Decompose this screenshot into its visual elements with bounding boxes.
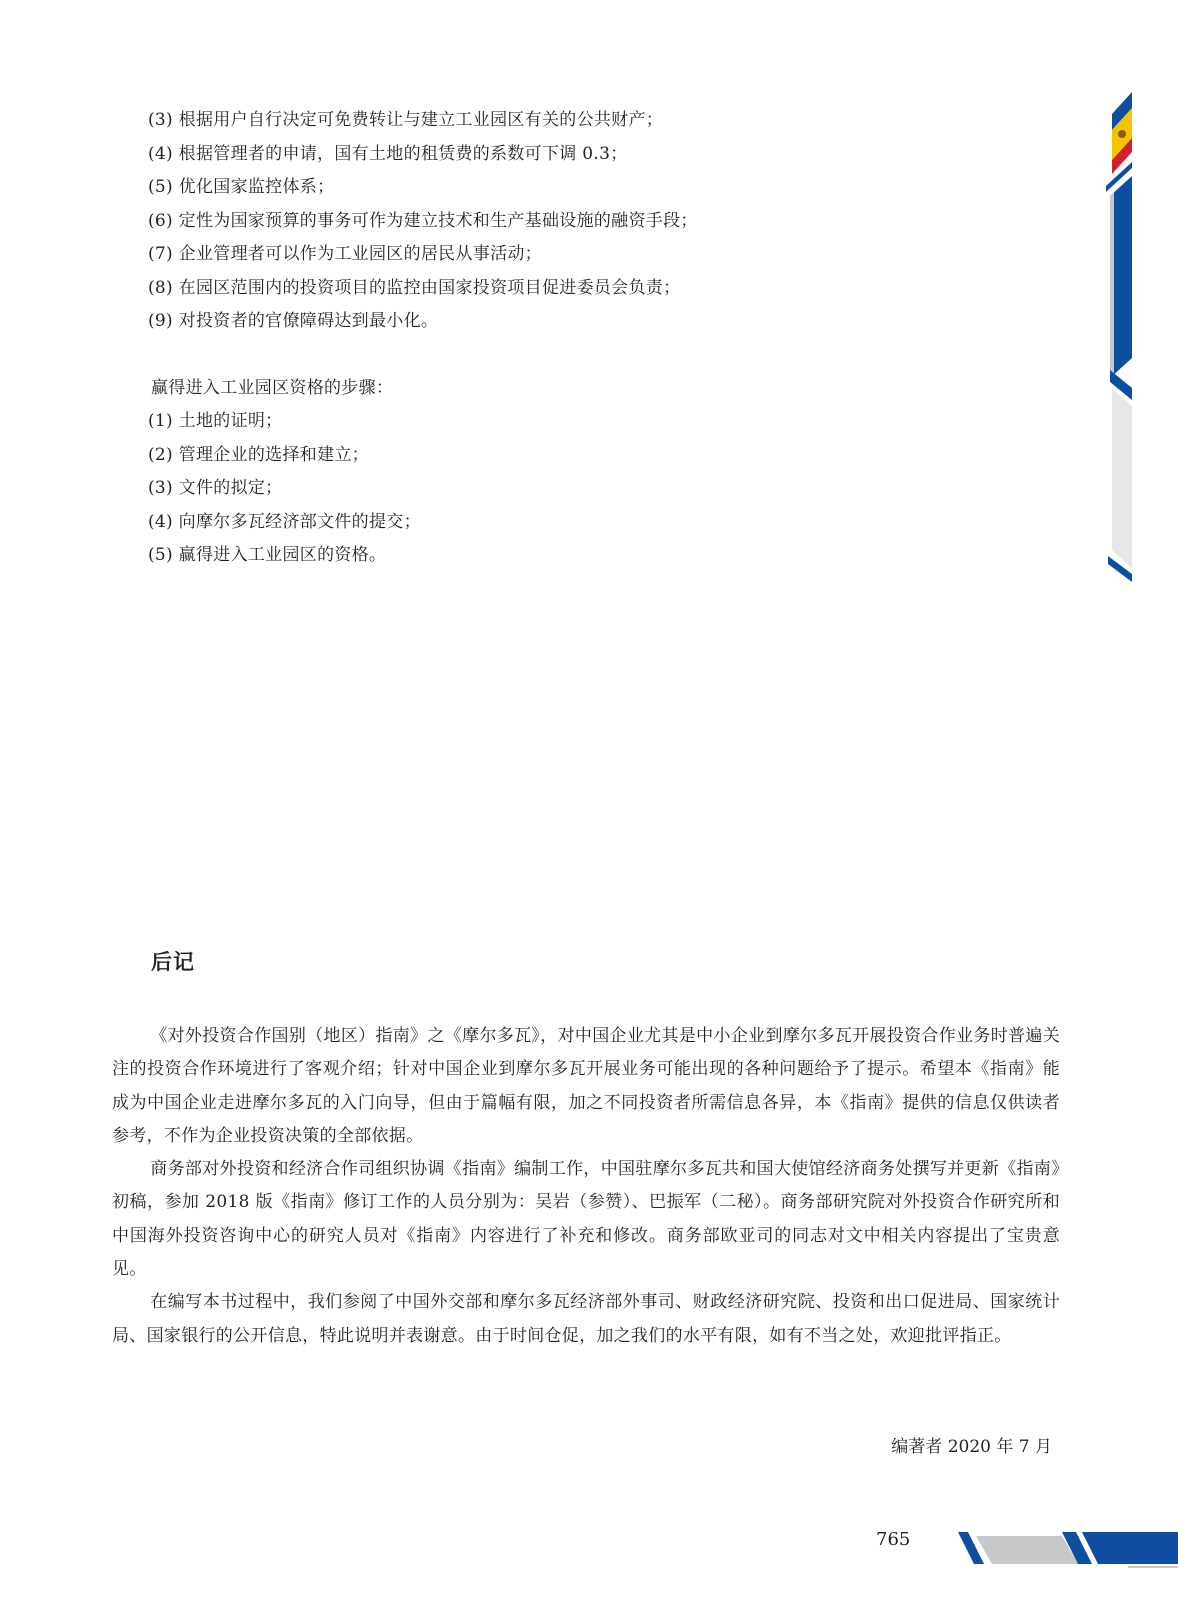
afterword-body [112,1020,1060,1353]
steps-heading: 赢得进入工业园区资格的步骤： [151,378,394,398]
list-item: (3) 根据用户自行决定可免费转让与建立工业园区有关的公共财产； [148,110,664,130]
measures-list [148,104,698,339]
signature: 编著者 2020 年 7 月 [891,1437,1052,1457]
list-item: (6) 定性为国家预算的事务可作为建立技术和生产基础设施的融资手段； [148,210,698,231]
list-item: (3) 文件的拟定； [148,478,283,498]
list-item: (9) 对投资者的官僚障碍达到最小化。 [148,311,439,331]
steps-list [148,405,421,573]
page-number: 765 [876,1529,911,1550]
list-item: (8) 在园区范围内的投资项目的监控由国家投资项目促进委员会负责； [148,277,681,298]
list-item: (2) 管理企业的选择和建立； [148,444,369,465]
afterword-paragraph: 在编写本书过程中，我们参阅了中国外交部和摩尔多瓦经济部外事司、财政经济研究院、投资和出口促进局、国家统计局、国家银行的公开信息，特此说明并表谢意。由于时间仓促，加之我们的水平有限，如有不当之处，欢迎批评指正。 [112,1292,1060,1346]
list-item: (4) 根据管理者的申请，国有土地的租赁费的系数可下调 0.3； [148,143,628,164]
side-ribbon-decoration [1102,88,1138,608]
list-item: (5) 赢得进入工业园区的资格。 [148,545,387,565]
list-item: (4) 向摩尔多瓦经济部文件的提交； [148,511,421,532]
afterword-paragraph: 商务部对外投资和经济合作司组织协调《指南》编制工作，中国驻摩尔多瓦共和国大使馆经济商务处撰写并更新《指南》初稿，参加 2018 版《指南》修订工作的人员分别为：吴岩（参赞）、巴振军（二秘）。商务部研究院对外投资合作研究所和中国海外投资咨询中心的研究人员对《指南》内容进行了补充和修改。商务部欧亚司的同志对文中相关内容提出了宝贵意见。 [112,1159,1060,1280]
footer-stripes-decoration [958,1528,1178,1574]
afterword-paragraph: 《对外投资合作国别（地区）指南》之《摩尔多瓦》，对中国企业尤其是中小企业到摩尔多瓦开展投资合作业务时普遍关注的投资合作环境进行了客观介绍；针对中国企业到摩尔多瓦开展业务可能出现的各种问题给予了提示。希望本《指南》能成为中国企业走进摩尔多瓦的入门向导，但由于篇幅有限，加之不同投资者所需信息各异，本《指南》提供的信息仅供读者参考，不作为企业投资决策的全部依据。 [112,1026,1060,1146]
list-item: (5) 优化国家监控体系； [148,177,335,197]
moldova-flag-icon [1112,92,1132,174]
list-item: (1) 土地的证明； [148,411,283,431]
list-item: (7) 企业管理者可以作为工业园区的居民从事活动； [148,244,542,264]
afterword-title: 后记 [151,950,195,974]
